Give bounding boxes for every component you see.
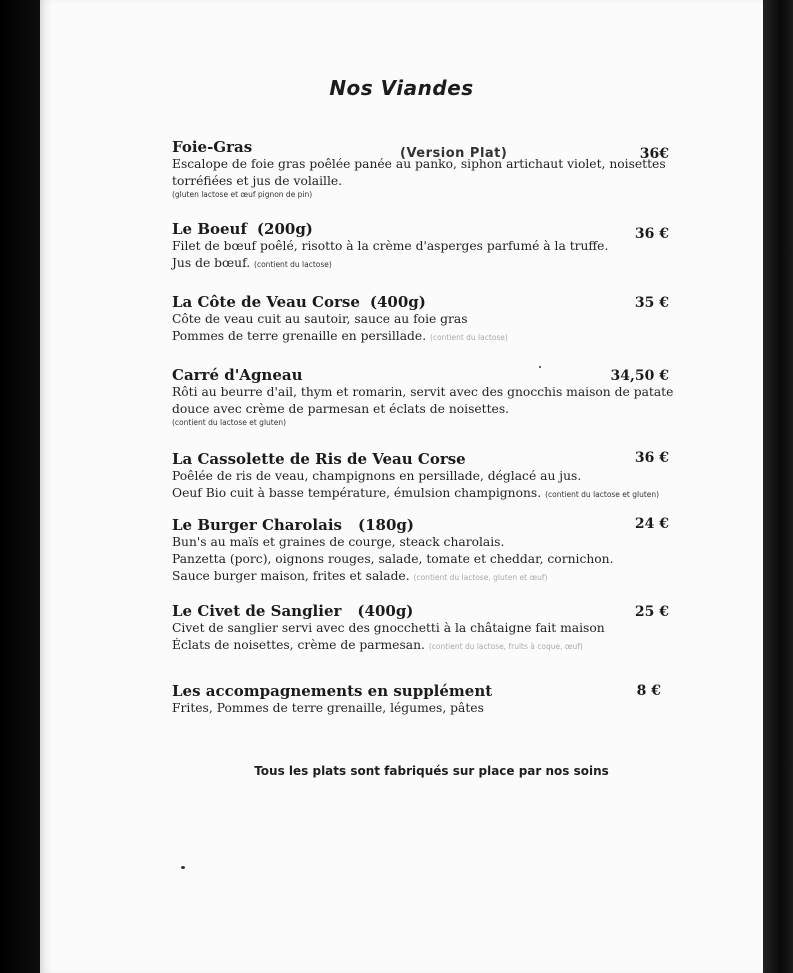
menu-item-cote-de-veau: [172, 293, 672, 346]
item-description-line: Côte de veau cuit au sautoir, sauce au foie gras: [172, 312, 468, 326]
footer-note: Tous les plats sont fabriqués sur place par nos soins: [254, 764, 609, 778]
paper-speck: [539, 366, 541, 368]
item-price: 36 €: [634, 450, 669, 466]
allergen-note: (contient du lactose et gluten): [172, 418, 287, 427]
item-price: 24 €: [634, 516, 669, 532]
allergen-note: (gluten lactose et œuf pignon de pin): [172, 190, 313, 199]
background-left: [0, 0, 40, 973]
item-price: 8 €: [636, 683, 661, 699]
menu-page: [40, 0, 763, 973]
item-name: La Côte de Veau Corse: [172, 293, 360, 311]
item-description-line: Éclats de noisettes, crème de parmesan.: [172, 638, 425, 652]
allergen-note: (contient du lactose et gluten): [545, 490, 660, 499]
menu-item-burger: [172, 516, 672, 586]
item-price: 36€: [639, 146, 669, 162]
item-size: (400g): [369, 293, 426, 311]
item-name: Le Civet de Sanglier: [172, 602, 342, 620]
item-description-line: Civet de sanglier servi avec des gnocchetti à la châtaigne fait maison: [172, 621, 605, 635]
item-description-line: Rôti au beurre d'ail, thym et romarin, servit avec des gnocchis maison de patate: [172, 385, 674, 399]
menu-item-cassolette: [172, 450, 672, 503]
item-description-line: douce avec crème de parmesan et éclats de noisettes.: [172, 402, 510, 416]
paper-speck: [181, 866, 185, 869]
item-name: Le Burger Charolais: [172, 516, 342, 534]
item-name: Le Boeuf: [172, 220, 247, 238]
item-description-line: Jus de bœuf.: [172, 256, 251, 270]
menu-item-civet: [172, 602, 672, 655]
item-description-line: Oeuf Bio cuit à basse température, émulsion champignons.: [172, 486, 542, 500]
item-price: 25 €: [634, 604, 669, 620]
background-right: [763, 0, 793, 973]
item-size: (200g): [256, 220, 313, 238]
menu-item-carre-agneau: [172, 366, 672, 427]
item-description-line: torréfiées et jus de volaille.: [172, 174, 343, 188]
allergen-note: (contient du lactose, gluten et œuf): [413, 573, 548, 582]
allergen-note: (contient du lactose): [254, 260, 332, 269]
allergen-note: (contient du lactose, fruits à coque, œuf): [428, 642, 583, 651]
item-price: 36 €: [634, 226, 669, 242]
item-price: 34,50 €: [610, 368, 669, 384]
item-description-line: Frites, Pommes de terre grenaille, légumes, pâtes: [172, 701, 484, 715]
item-description-line: Panzetta (porc), oignons rouges, salade, tomate et cheddar, cornichon.: [172, 552, 614, 566]
item-description-line: Sauce burger maison, frites et salade.: [172, 569, 410, 583]
item-description-line: Pommes de terre grenaille en persillade.: [172, 329, 427, 343]
item-price: 35 €: [634, 295, 669, 311]
menu-item-accompagnements: [172, 682, 672, 717]
allergen-note: (contient du lactose): [430, 333, 508, 342]
item-size: (180g): [358, 516, 414, 534]
item-description-line: Filet de bœuf poêlé, risotto à la crème d'asperges parfumé à la truffe.: [172, 239, 609, 253]
item-description-line: Poêlée de ris de veau, champignons en persillade, déglacé au jus.: [172, 469, 582, 483]
item-size: (400g): [357, 602, 414, 620]
item-name: Les accompagnements en supplément: [172, 682, 493, 700]
item-description-line: Escalope de foie gras poêlée panée au panko, siphon artichaut violet, noisettes: [172, 157, 666, 171]
item-description-line: Bun's au maïs et graines de courge, steack charolais.: [172, 535, 505, 549]
page-title: Nos Viandes: [329, 76, 474, 100]
version-label: (Version Plat): [400, 146, 508, 161]
menu-item-le-boeuf: [172, 220, 672, 273]
item-name: La Cassolette de Ris de Veau Corse: [172, 450, 466, 468]
item-name: Foie-Gras: [172, 138, 253, 156]
item-name: Carré d'Agneau: [172, 366, 303, 384]
